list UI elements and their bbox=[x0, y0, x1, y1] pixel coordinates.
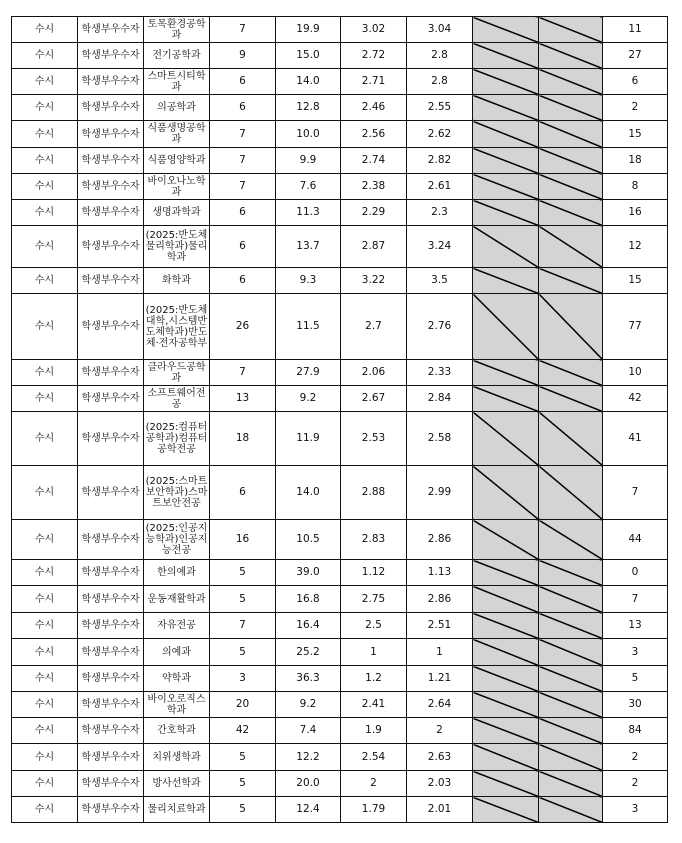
waitlist-cell: 2 bbox=[603, 95, 668, 121]
department-cell: (2025:반도체물리학과)물리학과 bbox=[144, 226, 210, 268]
grade-b-cell: 2 bbox=[407, 718, 473, 744]
waitlist-cell: 44 bbox=[603, 520, 668, 560]
department-cell: 소프트웨어전공 bbox=[144, 386, 210, 412]
quota-cell: 42 bbox=[210, 718, 276, 744]
grade-a-cell: 2.75 bbox=[341, 586, 407, 613]
grade-a-cell: 1.12 bbox=[341, 560, 407, 586]
competition-rate-cell: 7.4 bbox=[276, 718, 341, 744]
admission-type-cell: 수시 bbox=[12, 744, 78, 771]
table-row bbox=[12, 200, 668, 226]
category-cell: 학생부우수자 bbox=[78, 360, 144, 386]
empty-slashed-cell bbox=[473, 174, 539, 200]
empty-slashed-cell bbox=[473, 148, 539, 174]
competition-rate-cell: 10.0 bbox=[276, 121, 341, 148]
grade-a-cell: 2.56 bbox=[341, 121, 407, 148]
category-cell: 학생부우수자 bbox=[78, 200, 144, 226]
waitlist-cell: 6 bbox=[603, 69, 668, 95]
empty-slashed-cell bbox=[473, 466, 539, 520]
grade-b-cell: 2.8 bbox=[407, 69, 473, 95]
competition-rate-cell: 9.3 bbox=[276, 268, 341, 294]
quota-cell: 5 bbox=[210, 744, 276, 771]
quota-cell: 6 bbox=[210, 226, 276, 268]
grade-b-cell: 1.13 bbox=[407, 560, 473, 586]
competition-rate-cell: 7.6 bbox=[276, 174, 341, 200]
category-cell: 학생부우수자 bbox=[78, 744, 144, 771]
grade-a-cell: 1 bbox=[341, 639, 407, 666]
empty-slashed-cell bbox=[473, 69, 539, 95]
quota-cell: 7 bbox=[210, 121, 276, 148]
empty-slashed-cell bbox=[473, 586, 539, 613]
admission-type-cell: 수시 bbox=[12, 692, 78, 718]
grade-b-cell: 2.99 bbox=[407, 466, 473, 520]
waitlist-cell: 30 bbox=[603, 692, 668, 718]
empty-slashed-cell bbox=[473, 294, 539, 360]
competition-rate-cell: 12.2 bbox=[276, 744, 341, 771]
empty-slashed-cell bbox=[473, 718, 539, 744]
empty-slashed-cell bbox=[473, 386, 539, 412]
grade-a-cell: 1.79 bbox=[341, 797, 407, 823]
table-row bbox=[12, 613, 668, 639]
admission-type-cell: 수시 bbox=[12, 613, 78, 639]
department-cell: (2025:스마트보안학과)스마트보안전공 bbox=[144, 466, 210, 520]
competition-rate-cell: 25.2 bbox=[276, 639, 341, 666]
admission-type-cell: 수시 bbox=[12, 174, 78, 200]
table-row bbox=[12, 95, 668, 121]
waitlist-cell: 12 bbox=[603, 226, 668, 268]
category-cell: 학생부우수자 bbox=[78, 294, 144, 360]
quota-cell: 13 bbox=[210, 386, 276, 412]
grade-b-cell: 2.84 bbox=[407, 386, 473, 412]
department-cell: 바이오나노학과 bbox=[144, 174, 210, 200]
empty-slashed-cell bbox=[539, 586, 603, 613]
empty-slashed-cell bbox=[539, 639, 603, 666]
waitlist-cell: 7 bbox=[603, 466, 668, 520]
admission-type-cell: 수시 bbox=[12, 226, 78, 268]
quota-cell: 7 bbox=[210, 174, 276, 200]
category-cell: 학생부우수자 bbox=[78, 520, 144, 560]
quota-cell: 6 bbox=[210, 95, 276, 121]
admission-type-cell: 수시 bbox=[12, 95, 78, 121]
grade-b-cell: 2.76 bbox=[407, 294, 473, 360]
grade-a-cell: 1.2 bbox=[341, 666, 407, 692]
empty-slashed-cell bbox=[539, 148, 603, 174]
table-row bbox=[12, 586, 668, 613]
empty-slashed-cell bbox=[539, 771, 603, 797]
grade-b-cell: 2.51 bbox=[407, 613, 473, 639]
table-row bbox=[12, 466, 668, 520]
department-cell: 식품생명공학과 bbox=[144, 121, 210, 148]
category-cell: 학생부우수자 bbox=[78, 412, 144, 466]
table-row bbox=[12, 69, 668, 95]
admission-type-cell: 수시 bbox=[12, 148, 78, 174]
quota-cell: 18 bbox=[210, 412, 276, 466]
grade-b-cell: 2.8 bbox=[407, 43, 473, 69]
competition-rate-cell: 19.9 bbox=[276, 17, 341, 43]
empty-slashed-cell bbox=[473, 268, 539, 294]
department-cell: 바이오로직스학과 bbox=[144, 692, 210, 718]
department-cell: 스마트시티학과 bbox=[144, 69, 210, 95]
grade-b-cell: 2.3 bbox=[407, 200, 473, 226]
admission-type-cell: 수시 bbox=[12, 466, 78, 520]
empty-slashed-cell bbox=[473, 692, 539, 718]
competition-rate-cell: 12.8 bbox=[276, 95, 341, 121]
grade-b-cell: 2.33 bbox=[407, 360, 473, 386]
waitlist-cell: 13 bbox=[603, 613, 668, 639]
admission-type-cell: 수시 bbox=[12, 121, 78, 148]
empty-slashed-cell bbox=[473, 639, 539, 666]
quota-cell: 7 bbox=[210, 17, 276, 43]
empty-slashed-cell bbox=[473, 666, 539, 692]
grade-a-cell: 1.9 bbox=[341, 718, 407, 744]
department-cell: 토목환경공학과 bbox=[144, 17, 210, 43]
department-cell: (2025:컴퓨터공학과)컴퓨터공학전공 bbox=[144, 412, 210, 466]
table-row bbox=[12, 797, 668, 823]
grade-b-cell: 3.24 bbox=[407, 226, 473, 268]
empty-slashed-cell bbox=[539, 797, 603, 823]
waitlist-cell: 84 bbox=[603, 718, 668, 744]
empty-slashed-cell bbox=[539, 412, 603, 466]
grade-b-cell: 2.62 bbox=[407, 121, 473, 148]
competition-rate-cell: 16.8 bbox=[276, 586, 341, 613]
department-cell: (2025:인공지능학과)인공지능전공 bbox=[144, 520, 210, 560]
category-cell: 학생부우수자 bbox=[78, 771, 144, 797]
waitlist-cell: 7 bbox=[603, 586, 668, 613]
waitlist-cell: 11 bbox=[603, 17, 668, 43]
empty-slashed-cell bbox=[539, 43, 603, 69]
quota-cell: 5 bbox=[210, 586, 276, 613]
waitlist-cell: 8 bbox=[603, 174, 668, 200]
grade-b-cell: 2.58 bbox=[407, 412, 473, 466]
table-row bbox=[12, 718, 668, 744]
category-cell: 학생부우수자 bbox=[78, 613, 144, 639]
empty-slashed-cell bbox=[473, 360, 539, 386]
category-cell: 학생부우수자 bbox=[78, 386, 144, 412]
empty-slashed-cell bbox=[539, 718, 603, 744]
empty-slashed-cell bbox=[539, 200, 603, 226]
admission-type-cell: 수시 bbox=[12, 771, 78, 797]
empty-slashed-cell bbox=[473, 226, 539, 268]
category-cell: 학생부우수자 bbox=[78, 43, 144, 69]
empty-slashed-cell bbox=[473, 744, 539, 771]
category-cell: 학생부우수자 bbox=[78, 174, 144, 200]
category-cell: 학생부우수자 bbox=[78, 69, 144, 95]
quota-cell: 9 bbox=[210, 43, 276, 69]
admission-type-cell: 수시 bbox=[12, 294, 78, 360]
grade-a-cell: 2.71 bbox=[341, 69, 407, 95]
competition-rate-cell: 20.0 bbox=[276, 771, 341, 797]
quota-cell: 5 bbox=[210, 797, 276, 823]
table-row bbox=[12, 560, 668, 586]
grade-b-cell: 2.82 bbox=[407, 148, 473, 174]
empty-slashed-cell bbox=[539, 17, 603, 43]
table-row bbox=[12, 360, 668, 386]
empty-slashed-cell bbox=[473, 560, 539, 586]
waitlist-cell: 2 bbox=[603, 744, 668, 771]
empty-slashed-cell bbox=[539, 226, 603, 268]
grade-a-cell: 2.41 bbox=[341, 692, 407, 718]
grade-a-cell: 2 bbox=[341, 771, 407, 797]
quota-cell: 6 bbox=[210, 466, 276, 520]
grade-b-cell: 2.61 bbox=[407, 174, 473, 200]
competition-rate-cell: 16.4 bbox=[276, 613, 341, 639]
competition-rate-cell: 14.0 bbox=[276, 69, 341, 95]
admission-type-cell: 수시 bbox=[12, 43, 78, 69]
admission-type-cell: 수시 bbox=[12, 639, 78, 666]
waitlist-cell: 5 bbox=[603, 666, 668, 692]
competition-rate-cell: 15.0 bbox=[276, 43, 341, 69]
grade-a-cell: 2.87 bbox=[341, 226, 407, 268]
grade-b-cell: 2.01 bbox=[407, 797, 473, 823]
quota-cell: 6 bbox=[210, 268, 276, 294]
grade-b-cell: 2.86 bbox=[407, 520, 473, 560]
department-cell: 생명과학과 bbox=[144, 200, 210, 226]
category-cell: 학생부우수자 bbox=[78, 226, 144, 268]
empty-slashed-cell bbox=[539, 744, 603, 771]
quota-cell: 6 bbox=[210, 69, 276, 95]
quota-cell: 16 bbox=[210, 520, 276, 560]
department-cell: 운동재활학과 bbox=[144, 586, 210, 613]
grade-b-cell: 2.86 bbox=[407, 586, 473, 613]
table-row bbox=[12, 43, 668, 69]
waitlist-cell: 42 bbox=[603, 386, 668, 412]
admission-type-cell: 수시 bbox=[12, 386, 78, 412]
table-row bbox=[12, 268, 668, 294]
admission-type-cell: 수시 bbox=[12, 268, 78, 294]
waitlist-cell: 18 bbox=[603, 148, 668, 174]
grade-a-cell: 2.74 bbox=[341, 148, 407, 174]
empty-slashed-cell bbox=[539, 95, 603, 121]
empty-slashed-cell bbox=[473, 200, 539, 226]
empty-slashed-cell bbox=[473, 121, 539, 148]
grade-b-cell: 2.64 bbox=[407, 692, 473, 718]
competition-rate-cell: 12.4 bbox=[276, 797, 341, 823]
competition-rate-cell: 9.2 bbox=[276, 386, 341, 412]
table-row bbox=[12, 121, 668, 148]
empty-slashed-cell bbox=[473, 43, 539, 69]
category-cell: 학생부우수자 bbox=[78, 121, 144, 148]
category-cell: 학생부우수자 bbox=[78, 718, 144, 744]
table-row bbox=[12, 666, 668, 692]
table-row bbox=[12, 412, 668, 466]
admission-type-cell: 수시 bbox=[12, 797, 78, 823]
competition-rate-cell: 9.2 bbox=[276, 692, 341, 718]
admission-type-cell: 수시 bbox=[12, 17, 78, 43]
category-cell: 학생부우수자 bbox=[78, 17, 144, 43]
admission-type-cell: 수시 bbox=[12, 718, 78, 744]
grade-a-cell: 2.88 bbox=[341, 466, 407, 520]
admissions-results-table bbox=[11, 16, 668, 823]
category-cell: 학생부우수자 bbox=[78, 148, 144, 174]
department-cell: 치위생학과 bbox=[144, 744, 210, 771]
empty-slashed-cell bbox=[539, 268, 603, 294]
category-cell: 학생부우수자 bbox=[78, 268, 144, 294]
admission-type-cell: 수시 bbox=[12, 520, 78, 560]
empty-slashed-cell bbox=[539, 560, 603, 586]
category-cell: 학생부우수자 bbox=[78, 560, 144, 586]
grade-b-cell: 3.04 bbox=[407, 17, 473, 43]
competition-rate-cell: 11.5 bbox=[276, 294, 341, 360]
waitlist-cell: 3 bbox=[603, 639, 668, 666]
empty-slashed-cell bbox=[473, 613, 539, 639]
table-row bbox=[12, 148, 668, 174]
grade-a-cell: 2.67 bbox=[341, 386, 407, 412]
grade-a-cell: 2.72 bbox=[341, 43, 407, 69]
category-cell: 학생부우수자 bbox=[78, 586, 144, 613]
category-cell: 학생부우수자 bbox=[78, 466, 144, 520]
empty-slashed-cell bbox=[539, 174, 603, 200]
table-row bbox=[12, 744, 668, 771]
competition-rate-cell: 14.0 bbox=[276, 466, 341, 520]
competition-rate-cell: 13.7 bbox=[276, 226, 341, 268]
empty-slashed-cell bbox=[539, 360, 603, 386]
department-cell: (2025:반도체대학,시스템반도체학과)반도체·전자공학부 bbox=[144, 294, 210, 360]
department-cell: 약학과 bbox=[144, 666, 210, 692]
department-cell: 자유전공 bbox=[144, 613, 210, 639]
competition-rate-cell: 39.0 bbox=[276, 560, 341, 586]
competition-rate-cell: 11.9 bbox=[276, 412, 341, 466]
department-cell: 간호학과 bbox=[144, 718, 210, 744]
quota-cell: 5 bbox=[210, 771, 276, 797]
grade-a-cell: 3.02 bbox=[341, 17, 407, 43]
grade-b-cell: 2.63 bbox=[407, 744, 473, 771]
grade-a-cell: 3.22 bbox=[341, 268, 407, 294]
competition-rate-cell: 27.9 bbox=[276, 360, 341, 386]
waitlist-cell: 3 bbox=[603, 797, 668, 823]
waitlist-cell: 15 bbox=[603, 268, 668, 294]
competition-rate-cell: 36.3 bbox=[276, 666, 341, 692]
grade-b-cell: 1 bbox=[407, 639, 473, 666]
quota-cell: 5 bbox=[210, 560, 276, 586]
empty-slashed-cell bbox=[473, 412, 539, 466]
table-row bbox=[12, 386, 668, 412]
grade-b-cell: 1.21 bbox=[407, 666, 473, 692]
department-cell: 의예과 bbox=[144, 639, 210, 666]
quota-cell: 7 bbox=[210, 613, 276, 639]
department-cell: 전기공학과 bbox=[144, 43, 210, 69]
grade-a-cell: 2.29 bbox=[341, 200, 407, 226]
empty-slashed-cell bbox=[539, 613, 603, 639]
waitlist-cell: 77 bbox=[603, 294, 668, 360]
empty-slashed-cell bbox=[539, 692, 603, 718]
table-row bbox=[12, 174, 668, 200]
waitlist-cell: 0 bbox=[603, 560, 668, 586]
empty-slashed-cell bbox=[539, 466, 603, 520]
category-cell: 학생부우수자 bbox=[78, 797, 144, 823]
admission-type-cell: 수시 bbox=[12, 360, 78, 386]
admission-type-cell: 수시 bbox=[12, 560, 78, 586]
empty-slashed-cell bbox=[473, 771, 539, 797]
grade-a-cell: 2.54 bbox=[341, 744, 407, 771]
quota-cell: 26 bbox=[210, 294, 276, 360]
quota-cell: 6 bbox=[210, 200, 276, 226]
empty-slashed-cell bbox=[539, 666, 603, 692]
quota-cell: 7 bbox=[210, 360, 276, 386]
empty-slashed-cell bbox=[473, 797, 539, 823]
grade-a-cell: 2.46 bbox=[341, 95, 407, 121]
grade-b-cell: 3.5 bbox=[407, 268, 473, 294]
table-row bbox=[12, 294, 668, 360]
table-row bbox=[12, 17, 668, 43]
department-cell: 식품영양학과 bbox=[144, 148, 210, 174]
admission-type-cell: 수시 bbox=[12, 586, 78, 613]
competition-rate-cell: 10.5 bbox=[276, 520, 341, 560]
waitlist-cell: 10 bbox=[603, 360, 668, 386]
grade-a-cell: 2.38 bbox=[341, 174, 407, 200]
empty-slashed-cell bbox=[473, 95, 539, 121]
grade-a-cell: 2.5 bbox=[341, 613, 407, 639]
category-cell: 학생부우수자 bbox=[78, 692, 144, 718]
quota-cell: 20 bbox=[210, 692, 276, 718]
waitlist-cell: 16 bbox=[603, 200, 668, 226]
empty-slashed-cell bbox=[473, 520, 539, 560]
quota-cell: 3 bbox=[210, 666, 276, 692]
grade-b-cell: 2.55 bbox=[407, 95, 473, 121]
empty-slashed-cell bbox=[539, 386, 603, 412]
table-row bbox=[12, 692, 668, 718]
grade-b-cell: 2.03 bbox=[407, 771, 473, 797]
competition-rate-cell: 11.3 bbox=[276, 200, 341, 226]
grade-a-cell: 2.53 bbox=[341, 412, 407, 466]
department-cell: 클라우드공학과 bbox=[144, 360, 210, 386]
waitlist-cell: 41 bbox=[603, 412, 668, 466]
category-cell: 학생부우수자 bbox=[78, 95, 144, 121]
empty-slashed-cell bbox=[539, 520, 603, 560]
department-cell: 물리치료학과 bbox=[144, 797, 210, 823]
empty-slashed-cell bbox=[539, 294, 603, 360]
department-cell: 화학과 bbox=[144, 268, 210, 294]
table-row bbox=[12, 520, 668, 560]
admission-type-cell: 수시 bbox=[12, 69, 78, 95]
empty-slashed-cell bbox=[473, 17, 539, 43]
waitlist-cell: 27 bbox=[603, 43, 668, 69]
admission-type-cell: 수시 bbox=[12, 666, 78, 692]
waitlist-cell: 15 bbox=[603, 121, 668, 148]
admission-type-cell: 수시 bbox=[12, 200, 78, 226]
waitlist-cell: 2 bbox=[603, 771, 668, 797]
department-cell: 방사선학과 bbox=[144, 771, 210, 797]
grade-a-cell: 2.06 bbox=[341, 360, 407, 386]
quota-cell: 5 bbox=[210, 639, 276, 666]
empty-slashed-cell bbox=[539, 69, 603, 95]
quota-cell: 7 bbox=[210, 148, 276, 174]
category-cell: 학생부우수자 bbox=[78, 639, 144, 666]
competition-rate-cell: 9.9 bbox=[276, 148, 341, 174]
category-cell: 학생부우수자 bbox=[78, 666, 144, 692]
grade-a-cell: 2.7 bbox=[341, 294, 407, 360]
admission-type-cell: 수시 bbox=[12, 412, 78, 466]
empty-slashed-cell bbox=[539, 121, 603, 148]
grade-a-cell: 2.83 bbox=[341, 520, 407, 560]
department-cell: 한의예과 bbox=[144, 560, 210, 586]
table-row bbox=[12, 771, 668, 797]
table-row bbox=[12, 639, 668, 666]
table-body bbox=[12, 17, 668, 823]
department-cell: 의공학과 bbox=[144, 95, 210, 121]
table-row bbox=[12, 226, 668, 268]
